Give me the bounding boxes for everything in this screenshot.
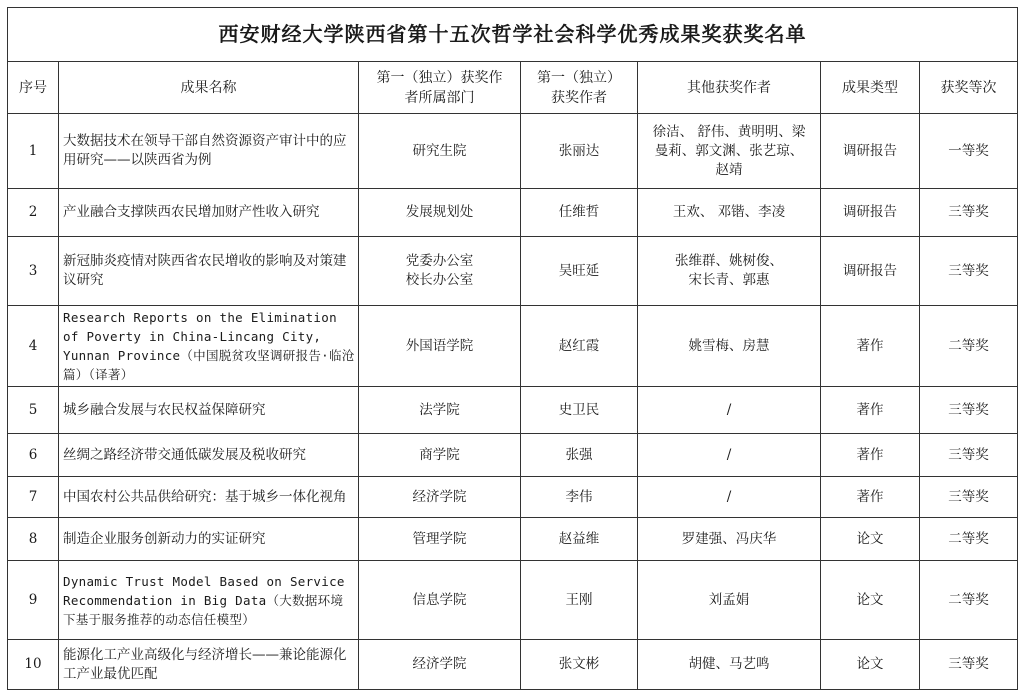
cell-type: 著作 bbox=[821, 387, 920, 434]
table-row bbox=[8, 477, 1018, 518]
cell-type: 调研报告 bbox=[821, 237, 920, 306]
cell-type: 调研报告 bbox=[821, 114, 920, 189]
cell-name: 新冠肺炎疫情对陕西省农民增收的影响及对策建议研究 bbox=[59, 237, 359, 306]
cell-no: 10 bbox=[8, 640, 59, 690]
cell-type: 著作 bbox=[821, 434, 920, 477]
cell-level: 三等奖 bbox=[920, 434, 1018, 477]
cell-author: 史卫民 bbox=[521, 387, 638, 434]
cell-level: 三等奖 bbox=[920, 387, 1018, 434]
cell-no: 1 bbox=[8, 114, 59, 189]
header-name: 成果名称 bbox=[59, 62, 359, 114]
cell-dept: 信息学院 bbox=[359, 561, 521, 640]
cell-type: 调研报告 bbox=[821, 189, 920, 237]
header-level: 获奖等次 bbox=[920, 62, 1018, 114]
table-row bbox=[8, 387, 1018, 434]
cell-name: 产业融合支撑陕西农民增加财产性收入研究 bbox=[59, 189, 359, 237]
cell-others: / bbox=[638, 434, 821, 477]
cell-name: 城乡融合发展与农民权益保障研究 bbox=[59, 387, 359, 434]
cell-no: 9 bbox=[8, 561, 59, 640]
header-type: 成果类型 bbox=[821, 62, 920, 114]
page-title: 西安财经大学陕西省第十五次哲学社会科学优秀成果奖获奖名单 bbox=[8, 8, 1018, 62]
table-row bbox=[8, 561, 1018, 640]
cell-name: 丝绸之路经济带交通低碳发展及税收研究 bbox=[59, 434, 359, 477]
header-no: 序号 bbox=[8, 62, 59, 114]
table-row bbox=[8, 434, 1018, 477]
cell-no: 4 bbox=[8, 306, 59, 387]
cell-type: 论文 bbox=[821, 640, 920, 690]
cell-dept: 商学院 bbox=[359, 434, 521, 477]
cell-level: 二等奖 bbox=[920, 306, 1018, 387]
cell-type: 论文 bbox=[821, 518, 920, 561]
cell-type: 论文 bbox=[821, 561, 920, 640]
header-dept-label: 第一（独立）获奖作者所属部门 bbox=[376, 69, 503, 106]
cell-others bbox=[638, 237, 821, 306]
cell-dept-text: 党委办公室 校长办公室 bbox=[405, 253, 474, 288]
cell-dept: 外国语学院 bbox=[359, 306, 521, 387]
cell-level: 一等奖 bbox=[920, 114, 1018, 189]
cell-author: 王刚 bbox=[521, 561, 638, 640]
cell-dept: 经济学院 bbox=[359, 640, 521, 690]
table-row bbox=[8, 518, 1018, 561]
cell-dept: 法学院 bbox=[359, 387, 521, 434]
cell-name: Research Reports on the Elimination of Poverty in China-Lincang City, Yunnan Province（中国脱贫攻坚调研报告·临沧篇）（译著） bbox=[59, 306, 359, 387]
cell-others: 胡健、马艺鸣 bbox=[638, 640, 821, 690]
cell-dept: 管理学院 bbox=[359, 518, 521, 561]
cell-level: 三等奖 bbox=[920, 189, 1018, 237]
table-row bbox=[8, 640, 1018, 690]
header-author bbox=[521, 62, 638, 114]
cell-others: 姚雪梅、房慧 bbox=[638, 306, 821, 387]
cell-no: 3 bbox=[8, 237, 59, 306]
cell-author: 任维哲 bbox=[521, 189, 638, 237]
cell-others: / bbox=[638, 477, 821, 518]
cell-name: 能源化工产业高级化与经济增长——兼论能源化工产业最优匹配 bbox=[59, 640, 359, 690]
cell-dept bbox=[359, 237, 521, 306]
header-author-label: 第一（独立）获奖作者 bbox=[537, 69, 621, 106]
table-row bbox=[8, 189, 1018, 237]
cell-others: 罗建强、冯庆华 bbox=[638, 518, 821, 561]
cell-type: 著作 bbox=[821, 306, 920, 387]
cell-type: 著作 bbox=[821, 477, 920, 518]
cell-author: 赵红霞 bbox=[521, 306, 638, 387]
cell-others: 刘孟娟 bbox=[638, 561, 821, 640]
award-table bbox=[7, 7, 1018, 690]
cell-name: 大数据技术在领导干部自然资源资产审计中的应用研究——以陕西省为例 bbox=[59, 114, 359, 189]
cell-author: 张丽达 bbox=[521, 114, 638, 189]
cell-level: 三等奖 bbox=[920, 477, 1018, 518]
cell-others-text: 徐洁、 舒伟、黄明明、梁曼莉、郭文渊、张艺琼、赵靖 bbox=[652, 123, 806, 178]
header-dept bbox=[359, 62, 521, 114]
cell-dept: 发展规划处 bbox=[359, 189, 521, 237]
cell-others bbox=[638, 114, 821, 189]
cell-name: Dynamic Trust Model Based on Service Recommendation in Big Data（大数据环境下基于服务推荐的动态信任模型） bbox=[59, 561, 359, 640]
cell-others: 王欢、 邓锴、李凌 bbox=[638, 189, 821, 237]
cell-others-text: 张维群、姚树俊、宋长青、郭惠 bbox=[675, 253, 783, 288]
cell-others: / bbox=[638, 387, 821, 434]
cell-level: 二等奖 bbox=[920, 518, 1018, 561]
cell-no: 7 bbox=[8, 477, 59, 518]
cell-name: 中国农村公共品供给研究：基于城乡一体化视角 bbox=[59, 477, 359, 518]
cell-name: 制造企业服务创新动力的实证研究 bbox=[59, 518, 359, 561]
header-row bbox=[8, 62, 1018, 114]
award-list-sheet bbox=[7, 7, 1017, 685]
cell-author: 吴旺延 bbox=[521, 237, 638, 306]
header-others: 其他获奖作者 bbox=[638, 62, 821, 114]
cell-author: 张强 bbox=[521, 434, 638, 477]
cell-no: 2 bbox=[8, 189, 59, 237]
table-row bbox=[8, 306, 1018, 387]
cell-dept: 研究生院 bbox=[359, 114, 521, 189]
table-row bbox=[8, 237, 1018, 306]
cell-author: 李伟 bbox=[521, 477, 638, 518]
cell-no: 6 bbox=[8, 434, 59, 477]
cell-author: 赵益维 bbox=[521, 518, 638, 561]
cell-author: 张文彬 bbox=[521, 640, 638, 690]
cell-dept: 经济学院 bbox=[359, 477, 521, 518]
cell-level: 三等奖 bbox=[920, 237, 1018, 306]
cell-no: 8 bbox=[8, 518, 59, 561]
cell-level: 二等奖 bbox=[920, 561, 1018, 640]
table-row bbox=[8, 114, 1018, 189]
cell-no: 5 bbox=[8, 387, 59, 434]
cell-level: 三等奖 bbox=[920, 640, 1018, 690]
